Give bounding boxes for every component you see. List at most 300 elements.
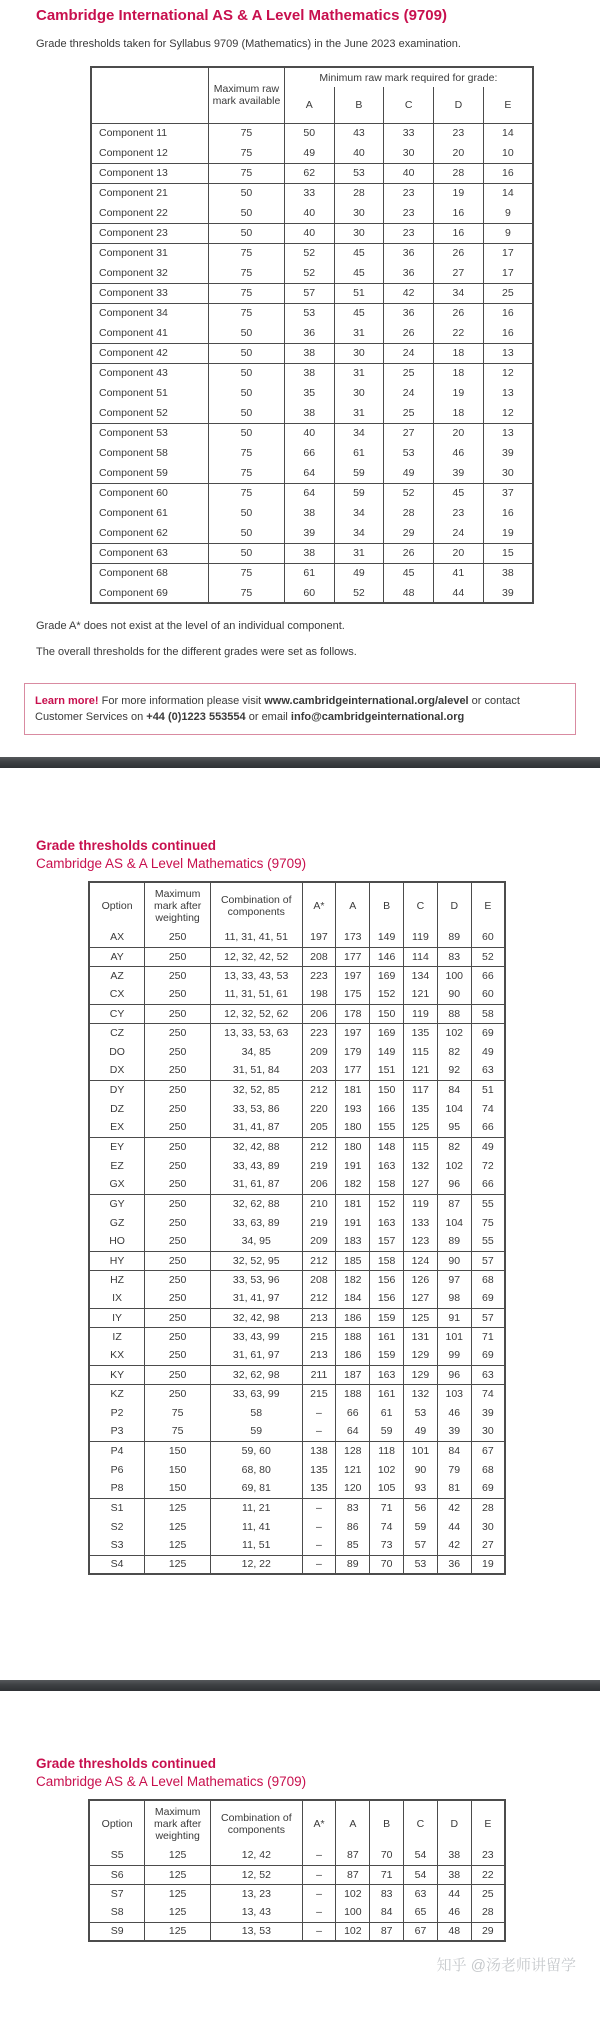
grade-mark-cell: 31 xyxy=(334,323,384,343)
max-mark-cell: 125 xyxy=(145,1555,211,1574)
grade-mark-cell: 86 xyxy=(336,1517,370,1536)
page-3 xyxy=(0,1756,600,1975)
max-mark-cell: 250 xyxy=(145,1004,211,1023)
max-mark-cell: 75 xyxy=(145,1403,211,1422)
empty-corner-cell xyxy=(91,67,209,123)
col-header-max-mark: Maximum mark after weighting xyxy=(145,882,211,928)
option-cell: P3 xyxy=(89,1422,145,1441)
col-header-combination: Combination of components xyxy=(211,1800,303,1846)
grade-mark-cell: 30 xyxy=(334,203,384,223)
grade-mark-cell: 34 xyxy=(334,423,384,443)
grade-mark-cell: 39 xyxy=(284,523,334,543)
table-row xyxy=(89,1251,505,1270)
component-name-cell: Component 12 xyxy=(91,143,209,163)
grade-mark-cell: 193 xyxy=(336,1099,370,1118)
component-name-cell: Component 68 xyxy=(91,563,209,583)
grade-mark-cell: 120 xyxy=(336,1479,370,1498)
combination-cell: 11, 31, 51, 61 xyxy=(210,985,302,1004)
option-cell: DY xyxy=(89,1080,145,1099)
table-row xyxy=(89,1922,505,1941)
grade-mark-cell: 36 xyxy=(384,303,434,323)
grade-mark-cell: 151 xyxy=(370,1061,404,1080)
grade-mark-cell: 115 xyxy=(404,1137,438,1156)
component-name-cell: Component 22 xyxy=(91,203,209,223)
grade-mark-cell: 17 xyxy=(483,263,533,283)
grade-mark-cell: 149 xyxy=(370,1042,404,1061)
grade-mark-cell: – xyxy=(302,1536,336,1555)
table-row xyxy=(91,203,533,223)
grade-mark-cell: 28 xyxy=(384,503,434,523)
grade-mark-cell: 31 xyxy=(334,403,384,423)
max-mark-cell: 50 xyxy=(209,343,285,363)
combination-cell: 12, 32, 42, 52 xyxy=(210,947,302,966)
grade-mark-cell: 49 xyxy=(284,143,334,163)
grade-mark-cell: 119 xyxy=(404,1194,438,1213)
grade-mark-cell: 197 xyxy=(336,1023,370,1042)
grade-mark-cell: 220 xyxy=(302,1099,336,1118)
grade-mark-cell: 56 xyxy=(404,1498,438,1517)
max-mark-cell: 75 xyxy=(209,163,285,183)
grade-mark-cell: 210 xyxy=(302,1194,336,1213)
grade-mark-cell: 59 xyxy=(404,1517,438,1536)
grade-mark-cell: 9 xyxy=(483,223,533,243)
grade-mark-cell: 30 xyxy=(384,143,434,163)
table-row xyxy=(89,1023,505,1042)
component-name-cell: Component 34 xyxy=(91,303,209,323)
option-cell: S8 xyxy=(89,1903,145,1922)
grade-mark-cell: 41 xyxy=(434,563,484,583)
col-header-a: A xyxy=(336,1800,370,1846)
grade-mark-cell: 177 xyxy=(336,947,370,966)
grade-mark-cell: 25 xyxy=(483,283,533,303)
combination-cell: 59, 60 xyxy=(210,1441,302,1460)
grade-mark-cell: 36 xyxy=(384,263,434,283)
grade-mark-cell: 135 xyxy=(302,1479,336,1498)
learn-more-label: Learn more! xyxy=(35,695,99,707)
grade-mark-cell: 34 xyxy=(334,523,384,543)
grade-mark-cell: 150 xyxy=(370,1080,404,1099)
option-cell: HO xyxy=(89,1232,145,1251)
grade-mark-cell: 45 xyxy=(434,483,484,503)
grade-mark-cell: 49 xyxy=(384,463,434,483)
grade-mark-cell: 13 xyxy=(483,423,533,443)
col-header-a: A xyxy=(336,882,370,928)
grade-mark-cell: 23 xyxy=(471,1846,505,1865)
grade-mark-cell: 43 xyxy=(334,123,384,143)
table-row xyxy=(89,1194,505,1213)
min-raw-mark-header: Minimum raw mark required for grade: xyxy=(284,67,533,87)
grade-mark-cell: 60 xyxy=(471,985,505,1004)
grade-mark-cell: – xyxy=(302,1903,336,1922)
table-row xyxy=(91,503,533,523)
max-mark-cell: 250 xyxy=(145,1175,211,1194)
grade-mark-cell: 71 xyxy=(370,1865,404,1884)
option-cell: S3 xyxy=(89,1536,145,1555)
grade-mark-cell: 53 xyxy=(404,1555,438,1574)
grade-mark-cell: 104 xyxy=(437,1099,471,1118)
option-cell: KZ xyxy=(89,1384,145,1403)
option-cell: IY xyxy=(89,1308,145,1327)
grade-mark-cell: 36 xyxy=(384,243,434,263)
combination-cell: 33, 53, 86 xyxy=(210,1099,302,1118)
max-mark-cell: 50 xyxy=(209,543,285,563)
grade-mark-cell: 51 xyxy=(334,283,384,303)
grade-mark-cell: 33 xyxy=(284,183,334,203)
col-header-e: E xyxy=(471,1800,505,1846)
option-cell: S6 xyxy=(89,1865,145,1884)
max-mark-cell: 250 xyxy=(145,1327,211,1346)
table-row xyxy=(91,283,533,303)
grade-mark-cell: 132 xyxy=(404,1156,438,1175)
subtitle: Grade thresholds taken for Syllabus 9709 (Mathematics) in the June 2023 examination. xyxy=(36,38,461,50)
grade-mark-cell: 42 xyxy=(384,283,434,303)
grade-mark-cell: 211 xyxy=(302,1365,336,1384)
grade-mark-cell: 67 xyxy=(404,1922,438,1941)
combination-cell: 33, 53, 96 xyxy=(210,1270,302,1289)
grade-mark-cell: 182 xyxy=(336,1270,370,1289)
grade-mark-cell: 18 xyxy=(434,343,484,363)
grade-mark-cell: 66 xyxy=(336,1403,370,1422)
max-mark-cell: 125 xyxy=(145,1865,211,1884)
grade-mark-cell: 33 xyxy=(384,123,434,143)
table-row xyxy=(91,263,533,283)
grade-mark-cell: 114 xyxy=(404,947,438,966)
table-row xyxy=(91,403,533,423)
col-header-option: Option xyxy=(89,1800,145,1846)
grade-mark-cell: 34 xyxy=(434,283,484,303)
grade-mark-cell: 23 xyxy=(384,203,434,223)
table-row xyxy=(89,1137,505,1156)
combination-cell: 34, 95 xyxy=(210,1232,302,1251)
max-mark-cell: 250 xyxy=(145,1042,211,1061)
grade-mark-cell: 52 xyxy=(334,583,384,603)
grade-mark-cell: 16 xyxy=(434,203,484,223)
page-divider xyxy=(0,1680,600,1691)
grade-mark-cell: 177 xyxy=(336,1061,370,1080)
grade-mark-cell: 91 xyxy=(437,1308,471,1327)
grade-mark-cell: 70 xyxy=(370,1555,404,1574)
component-name-cell: Component 21 xyxy=(91,183,209,203)
combination-cell: 32, 62, 88 xyxy=(210,1194,302,1213)
grade-mark-cell: 185 xyxy=(336,1251,370,1270)
grade-mark-cell: 36 xyxy=(284,323,334,343)
max-mark-cell: 50 xyxy=(209,503,285,523)
table-row xyxy=(91,423,533,443)
grade-mark-cell: 45 xyxy=(384,563,434,583)
grade-mark-cell: 69 xyxy=(471,1289,505,1308)
component-name-cell: Component 23 xyxy=(91,223,209,243)
syllabus-heading: Cambridge AS & A Level Mathematics (9709) xyxy=(36,1774,307,1789)
grade-mark-cell: 42 xyxy=(437,1536,471,1555)
grade-mark-cell: 23 xyxy=(384,183,434,203)
component-name-cell: Component 51 xyxy=(91,383,209,403)
grade-mark-cell: 54 xyxy=(404,1846,438,1865)
combination-cell: 32, 52, 95 xyxy=(210,1251,302,1270)
combination-cell: 32, 42, 98 xyxy=(210,1308,302,1327)
grade-mark-cell: 57 xyxy=(471,1308,505,1327)
grade-mark-cell: 75 xyxy=(471,1213,505,1232)
col-header-e: E xyxy=(471,882,505,928)
grade-mark-cell: 182 xyxy=(336,1175,370,1194)
option-cell: IX xyxy=(89,1289,145,1308)
option-cell: P2 xyxy=(89,1403,145,1422)
grade-mark-cell: 169 xyxy=(370,1023,404,1042)
grade-mark-cell: 223 xyxy=(302,966,336,985)
max-mark-cell: 125 xyxy=(145,1536,211,1555)
grade-mark-cell: 175 xyxy=(336,985,370,1004)
grade-mark-cell: 63 xyxy=(471,1365,505,1384)
component-thresholds-table xyxy=(90,66,534,604)
grade-mark-cell: 18 xyxy=(434,363,484,383)
table-row xyxy=(89,1289,505,1308)
grade-mark-cell: 115 xyxy=(404,1042,438,1061)
combination-cell: 31, 51, 84 xyxy=(210,1061,302,1080)
grade-mark-cell: 138 xyxy=(302,1441,336,1460)
option-cell: GX xyxy=(89,1175,145,1194)
grade-mark-cell: 64 xyxy=(284,463,334,483)
grade-mark-cell: 54 xyxy=(404,1865,438,1884)
page-1 xyxy=(0,0,600,735)
option-cell: GY xyxy=(89,1194,145,1213)
combination-cell: 32, 52, 85 xyxy=(210,1080,302,1099)
grade-mark-cell: 183 xyxy=(336,1232,370,1251)
option-cell: DZ xyxy=(89,1099,145,1118)
component-name-cell: Component 62 xyxy=(91,523,209,543)
max-mark-cell: 250 xyxy=(145,966,211,985)
grade-mark-cell: 126 xyxy=(404,1270,438,1289)
grade-mark-cell: 156 xyxy=(370,1270,404,1289)
component-name-cell: Component 33 xyxy=(91,283,209,303)
component-name-cell: Component 58 xyxy=(91,443,209,463)
table-row xyxy=(89,1536,505,1555)
grade-mark-cell: 155 xyxy=(370,1118,404,1137)
grade-mark-cell: 212 xyxy=(302,1137,336,1156)
grade-mark-cell: 61 xyxy=(370,1403,404,1422)
option-cell: CY xyxy=(89,1004,145,1023)
grade-mark-cell: 203 xyxy=(302,1061,336,1080)
max-mark-cell: 150 xyxy=(145,1460,211,1479)
option-cell: DX xyxy=(89,1061,145,1080)
grade-mark-cell: 87 xyxy=(336,1846,370,1865)
combination-cell: 31, 41, 97 xyxy=(210,1289,302,1308)
option-cell: CZ xyxy=(89,1023,145,1042)
max-mark-cell: 75 xyxy=(209,583,285,603)
col-header-a-star: A* xyxy=(302,882,336,928)
grade-mark-cell: 46 xyxy=(437,1903,471,1922)
max-mark-cell: 50 xyxy=(209,523,285,543)
grade-col-e: E xyxy=(483,87,533,123)
option-cell: KY xyxy=(89,1365,145,1384)
grade-mark-cell: 60 xyxy=(284,583,334,603)
grade-mark-cell: 215 xyxy=(302,1384,336,1403)
grade-mark-cell: 117 xyxy=(404,1080,438,1099)
max-mark-cell: 250 xyxy=(145,1137,211,1156)
component-name-cell: Component 43 xyxy=(91,363,209,383)
grade-mark-cell: 59 xyxy=(334,463,384,483)
grade-mark-cell: 22 xyxy=(471,1865,505,1884)
combination-cell: 11, 41 xyxy=(210,1517,302,1536)
grade-mark-cell: 24 xyxy=(384,343,434,363)
max-mark-cell: 150 xyxy=(145,1479,211,1498)
grade-mark-cell: 40 xyxy=(284,203,334,223)
max-mark-cell: 250 xyxy=(145,1270,211,1289)
grade-mark-cell: 118 xyxy=(370,1441,404,1460)
grade-mark-cell: 18 xyxy=(434,403,484,423)
option-cell: KX xyxy=(89,1346,145,1365)
grade-mark-cell: 16 xyxy=(483,503,533,523)
grade-mark-cell: 30 xyxy=(334,223,384,243)
combination-cell: 69, 81 xyxy=(210,1479,302,1498)
grade-mark-cell: – xyxy=(302,1422,336,1441)
learn-more-text: For more information please visit xyxy=(98,695,265,707)
grade-mark-cell: 44 xyxy=(434,583,484,603)
grade-mark-cell: 81 xyxy=(437,1479,471,1498)
grade-mark-cell: 72 xyxy=(471,1156,505,1175)
combination-cell: 11, 21 xyxy=(210,1498,302,1517)
grade-mark-cell: 52 xyxy=(384,483,434,503)
grade-mark-cell: 16 xyxy=(434,223,484,243)
grade-mark-cell: 129 xyxy=(404,1346,438,1365)
grade-mark-cell: 152 xyxy=(370,985,404,1004)
grade-mark-cell: 14 xyxy=(483,123,533,143)
grade-mark-cell: 159 xyxy=(370,1346,404,1365)
combination-cell: 32, 62, 98 xyxy=(210,1365,302,1384)
max-raw-mark-header: Maximum raw mark available xyxy=(209,67,285,123)
grade-mark-cell: 49 xyxy=(404,1422,438,1441)
table-row xyxy=(91,343,533,363)
table-row xyxy=(91,463,533,483)
max-mark-cell: 75 xyxy=(209,443,285,463)
grade-mark-cell: 82 xyxy=(437,1137,471,1156)
grade-mark-cell: 83 xyxy=(336,1498,370,1517)
grade-mark-cell: 212 xyxy=(302,1080,336,1099)
component-name-cell: Component 32 xyxy=(91,263,209,283)
grade-mark-cell: 125 xyxy=(404,1308,438,1327)
table-row xyxy=(89,1213,505,1232)
component-name-cell: Component 31 xyxy=(91,243,209,263)
grade-mark-cell: 198 xyxy=(302,985,336,1004)
grade-mark-cell: 197 xyxy=(336,966,370,985)
grade-mark-cell: 98 xyxy=(437,1289,471,1308)
grade-mark-cell: 181 xyxy=(336,1194,370,1213)
grade-mark-cell: 29 xyxy=(471,1922,505,1941)
table-row xyxy=(91,583,533,603)
combination-cell: 32, 42, 88 xyxy=(210,1137,302,1156)
table-row xyxy=(91,143,533,163)
grade-mark-cell: 166 xyxy=(370,1099,404,1118)
grade-mark-cell: 15 xyxy=(483,543,533,563)
grade-mark-cell: 73 xyxy=(370,1536,404,1555)
grade-mark-cell: – xyxy=(302,1865,336,1884)
grade-mark-cell: 14 xyxy=(483,183,533,203)
grade-mark-cell: 53 xyxy=(404,1403,438,1422)
max-mark-cell: 250 xyxy=(145,1346,211,1365)
max-mark-cell: 250 xyxy=(145,1213,211,1232)
grade-mark-cell: 169 xyxy=(370,966,404,985)
grade-mark-cell: 102 xyxy=(437,1023,471,1042)
grade-mark-cell: 128 xyxy=(336,1441,370,1460)
max-mark-cell: 125 xyxy=(145,1517,211,1536)
grade-mark-cell: 187 xyxy=(336,1365,370,1384)
grade-mark-cell: 53 xyxy=(284,303,334,323)
grade-mark-cell: 30 xyxy=(471,1517,505,1536)
max-mark-cell: 75 xyxy=(209,303,285,323)
grade-mark-cell: 206 xyxy=(302,1175,336,1194)
grade-mark-cell: 146 xyxy=(370,947,404,966)
option-cell: P6 xyxy=(89,1460,145,1479)
max-mark-cell: 75 xyxy=(145,1422,211,1441)
col-header-c: C xyxy=(404,882,438,928)
grade-mark-cell: 28 xyxy=(334,183,384,203)
max-mark-cell: 50 xyxy=(209,423,285,443)
grade-mark-cell: 69 xyxy=(471,1479,505,1498)
grade-mark-cell: 52 xyxy=(284,263,334,283)
table-row xyxy=(91,123,533,143)
table-row xyxy=(89,928,505,947)
grade-mark-cell: 66 xyxy=(284,443,334,463)
grade-mark-cell: 208 xyxy=(302,1270,336,1289)
table-row xyxy=(89,1441,505,1460)
grade-mark-cell: 26 xyxy=(434,243,484,263)
combination-cell: 31, 41, 87 xyxy=(210,1118,302,1137)
max-mark-cell: 50 xyxy=(209,323,285,343)
grade-mark-cell: 26 xyxy=(434,303,484,323)
grade-mark-cell: 53 xyxy=(334,163,384,183)
grade-mark-cell: 188 xyxy=(336,1384,370,1403)
grade-mark-cell: 119 xyxy=(404,1004,438,1023)
grade-mark-cell: 212 xyxy=(302,1251,336,1270)
option-thresholds-table xyxy=(88,881,506,1575)
grade-mark-cell: 121 xyxy=(404,985,438,1004)
grade-mark-cell: 188 xyxy=(336,1327,370,1346)
max-mark-cell: 125 xyxy=(145,1846,211,1865)
grade-mark-cell: 31 xyxy=(334,363,384,383)
max-mark-cell: 125 xyxy=(145,1903,211,1922)
grade-mark-cell: 71 xyxy=(370,1498,404,1517)
grade-col-d: D xyxy=(434,87,484,123)
grade-mark-cell: 52 xyxy=(471,947,505,966)
grade-mark-cell: 197 xyxy=(302,928,336,947)
component-name-cell: Component 52 xyxy=(91,403,209,423)
grade-mark-cell: – xyxy=(302,1517,336,1536)
max-mark-cell: 250 xyxy=(145,1251,211,1270)
learn-more-box xyxy=(24,683,576,735)
grade-mark-cell: 95 xyxy=(437,1118,471,1137)
grade-mark-cell: 103 xyxy=(437,1384,471,1403)
grade-mark-cell: 102 xyxy=(370,1460,404,1479)
table-row xyxy=(89,947,505,966)
grade-mark-cell: 90 xyxy=(404,1460,438,1479)
grade-mark-cell: 23 xyxy=(434,503,484,523)
max-mark-cell: 250 xyxy=(145,947,211,966)
max-mark-cell: 250 xyxy=(145,1118,211,1137)
grade-mark-cell: 59 xyxy=(334,483,384,503)
max-mark-cell: 250 xyxy=(145,1194,211,1213)
component-name-cell: Component 60 xyxy=(91,483,209,503)
combination-cell: 31, 61, 97 xyxy=(210,1346,302,1365)
grade-mark-cell: 70 xyxy=(370,1846,404,1865)
grade-mark-cell: 219 xyxy=(302,1213,336,1232)
table-row xyxy=(91,383,533,403)
grade-mark-cell: 74 xyxy=(471,1099,505,1118)
grade-mark-cell: 186 xyxy=(336,1346,370,1365)
grade-mark-cell: 46 xyxy=(437,1403,471,1422)
page-title: Cambridge International AS & A Level Mathematics (9709) xyxy=(36,7,447,24)
option-cell: EX xyxy=(89,1118,145,1137)
combination-cell: 12, 32, 52, 62 xyxy=(210,1004,302,1023)
col-header-b: B xyxy=(370,1800,404,1846)
grade-mark-cell: 16 xyxy=(483,323,533,343)
